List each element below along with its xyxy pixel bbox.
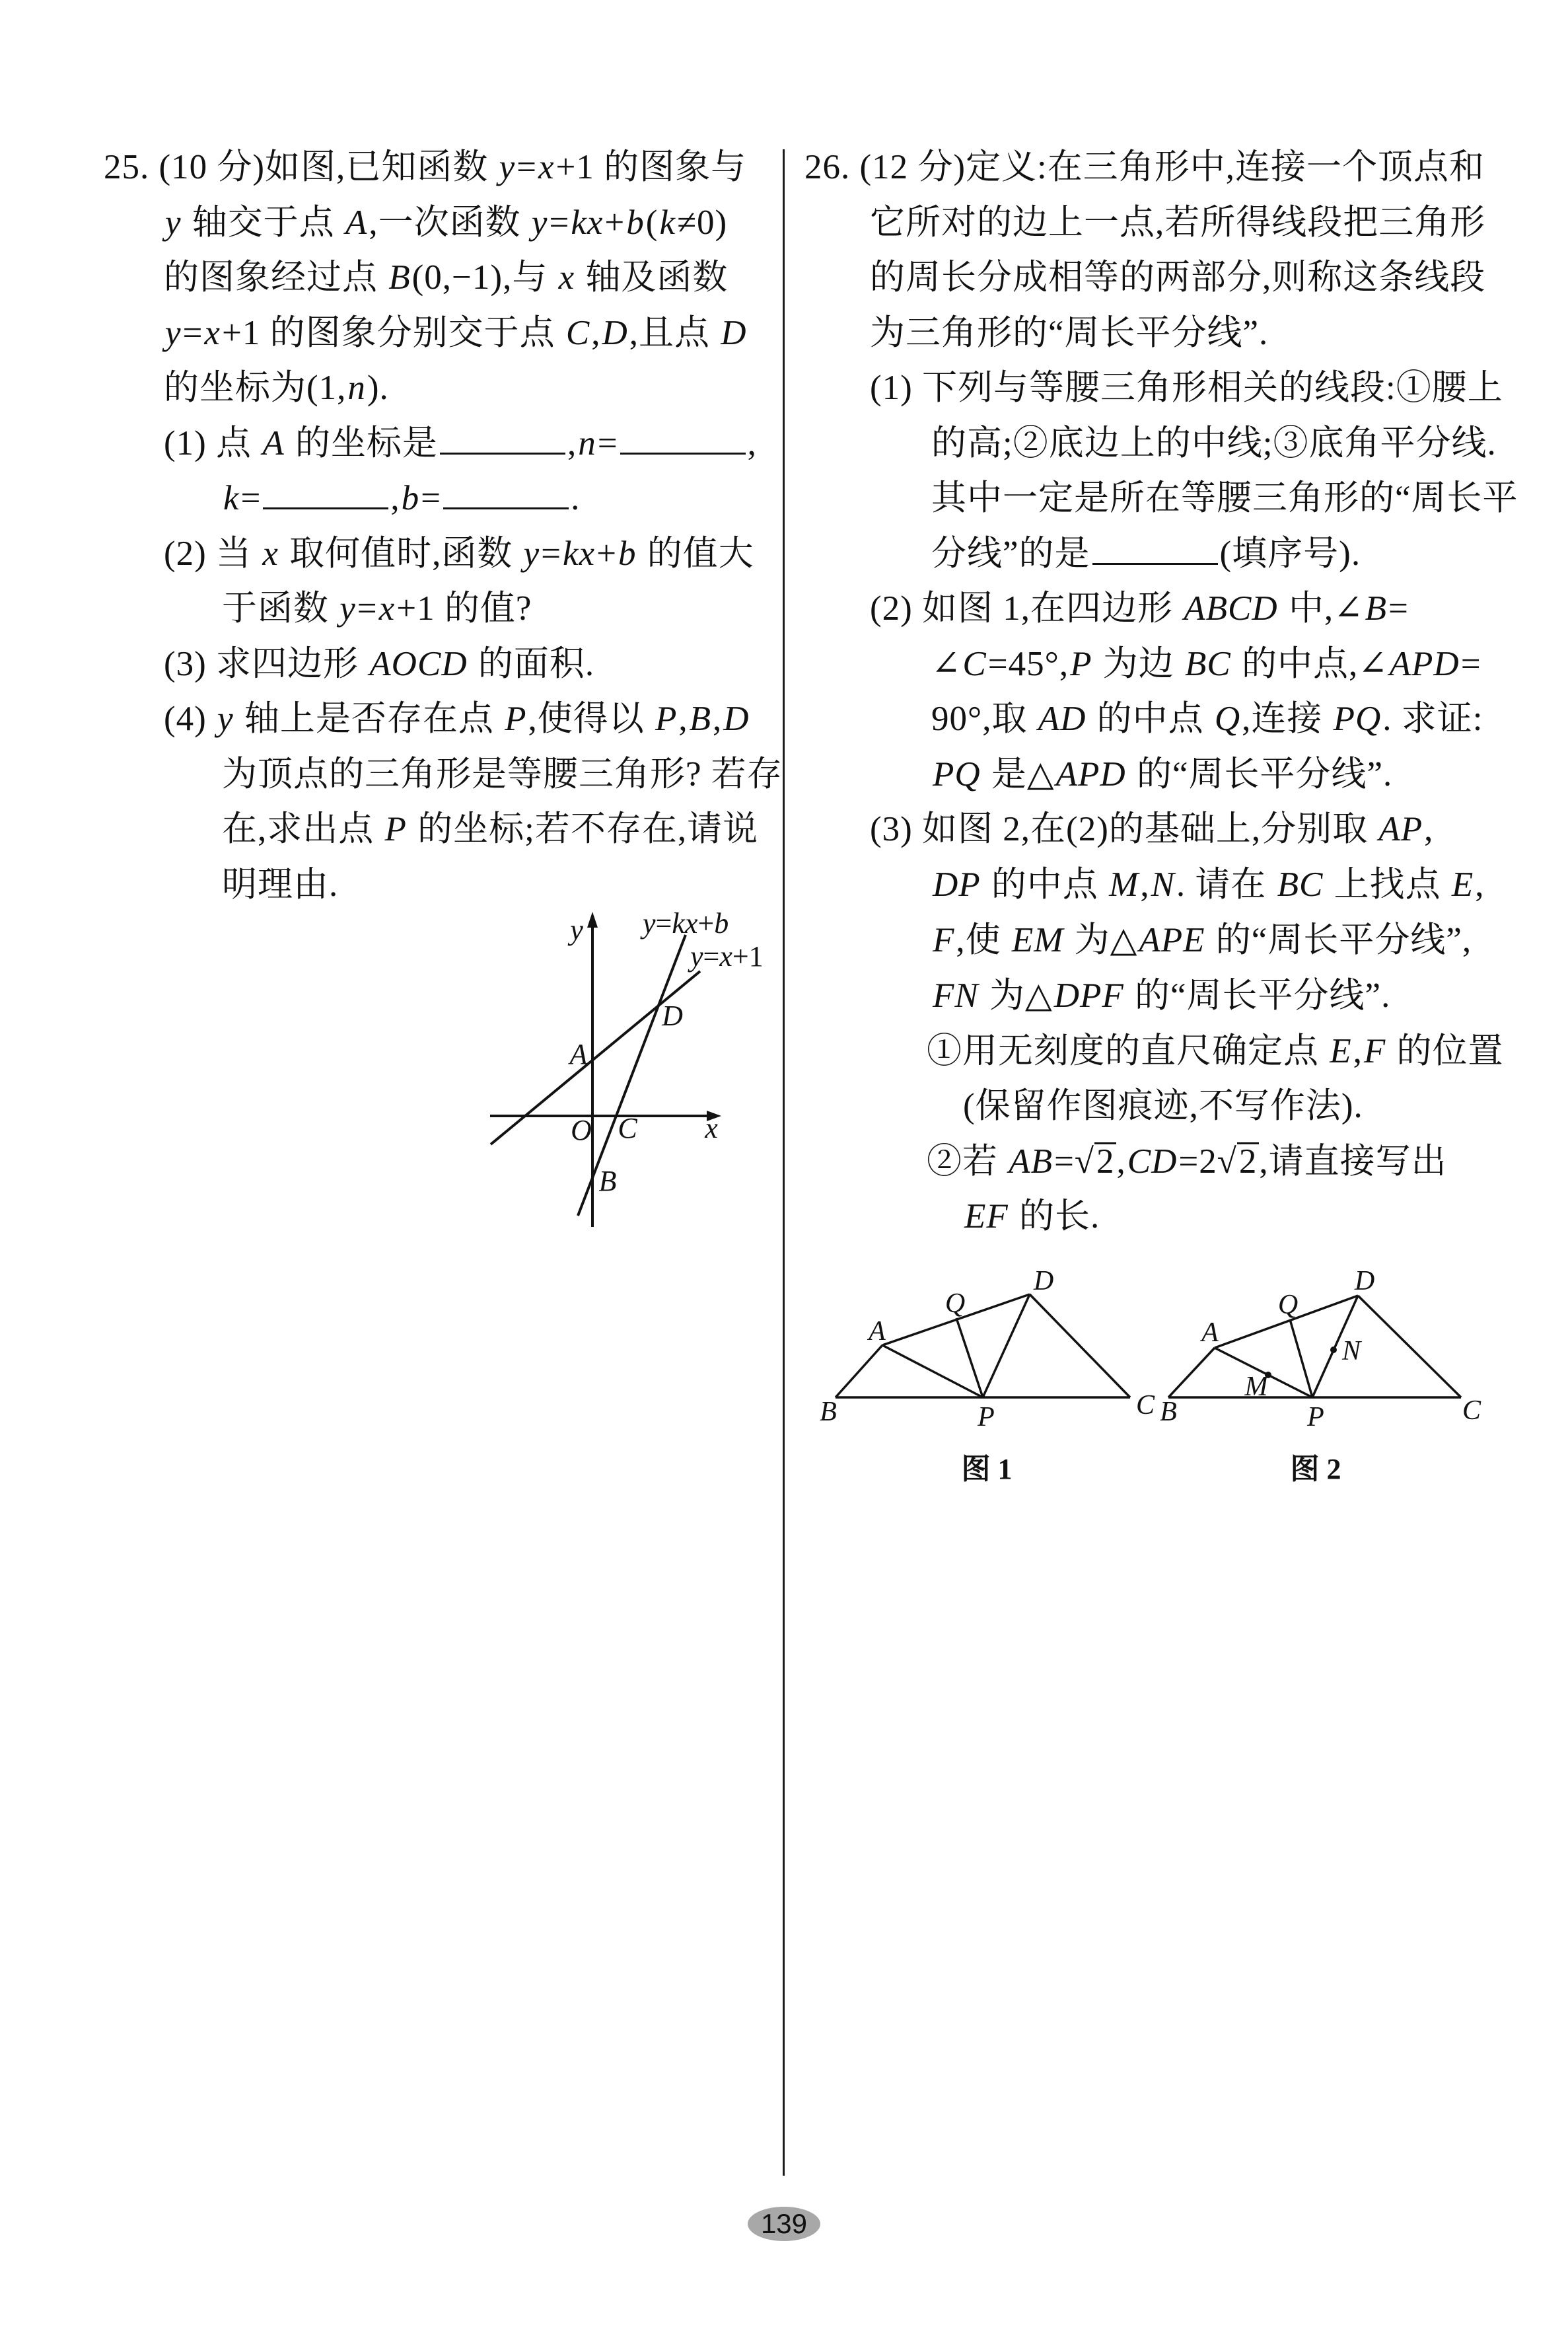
fig1-label-B: B bbox=[820, 1397, 837, 1427]
text-line: (3) 求四边形 AOCD 的面积. bbox=[164, 645, 595, 683]
text-line: 的高;②底边上的中线;③底角平分线. bbox=[931, 424, 1497, 462]
text-line: 于函数 y=x+1 的值? bbox=[222, 589, 532, 628]
axis-label-y: y bbox=[570, 914, 583, 946]
fig2-label-D: D bbox=[1354, 1266, 1375, 1296]
text-line-blank: 分线”的是 (填序号). bbox=[931, 535, 1361, 573]
text-line: (2) 如图 1,在四边形 ABCD 中,∠B= bbox=[870, 589, 1409, 628]
text-line: 它所对的边上一点,若所得线段把三角形 bbox=[870, 203, 1486, 242]
text-line: 在,求出点 P 的坐标;若不存在,请说 bbox=[222, 810, 759, 848]
fig2-label-N: N bbox=[1342, 1336, 1361, 1366]
figure-2 bbox=[1160, 1266, 1481, 1485]
fig1-side-BA bbox=[836, 1345, 882, 1397]
text-line: 的坐标为(1,n). bbox=[164, 369, 389, 407]
text-line: 的图象经过点 B(0,−1),与 x 轴及函数 bbox=[164, 258, 729, 297]
text-line: y=x+1 的图象分别交于点 C,D,且点 D bbox=[165, 314, 747, 352]
text-line: FN 为△DPF 的“周长平分线”. bbox=[933, 977, 1391, 1015]
y-axis-arrow-icon bbox=[587, 912, 598, 928]
text-line: ∠C=45°,P 为边 BC 的中点,∠APD= bbox=[931, 645, 1481, 683]
text-line: (3) 如图 2,在(2)的基础上,分别取 AP, bbox=[870, 810, 1434, 848]
text-line: 其中一定是所在等腰三角形的“周长平 bbox=[931, 479, 1518, 517]
column-divider bbox=[783, 149, 785, 2176]
fig2-point-N-dot bbox=[1330, 1347, 1337, 1353]
text-line: (4) y 轴上是否存在点 P,使得以 P,B,D bbox=[164, 700, 750, 738]
point-label-D: D bbox=[662, 1000, 683, 1032]
figures-26 bbox=[819, 1254, 1546, 1505]
fig2-label-Q: Q bbox=[1277, 1290, 1299, 1320]
text-line: (2) 当 x 取何值时,函数 y=kx+b 的值大 bbox=[164, 535, 754, 573]
fig1-caption: 图 1 bbox=[961, 1453, 1013, 1485]
graph-equation-steep: y=kx+b bbox=[643, 907, 729, 940]
point-label-B: B bbox=[598, 1165, 617, 1197]
text-line: ①用无刻度的直尺确定点 E,F 的位置 bbox=[927, 1032, 1504, 1070]
text-line: 的周长分成相等的两部分,则称这条线段 bbox=[870, 258, 1486, 297]
fig2-side-DC bbox=[1358, 1296, 1461, 1397]
fig1-label-Q: Q bbox=[944, 1288, 966, 1319]
fig2-side-BA bbox=[1168, 1348, 1215, 1397]
fig2-label-P: P bbox=[1307, 1402, 1324, 1432]
text-line: 为顶点的三角形是等腰三角形? 若存 bbox=[222, 755, 783, 793]
figure-1 bbox=[820, 1266, 1155, 1485]
text-line: y 轴交于点 A,一次函数 y=kx+b(k≠0) bbox=[165, 203, 728, 242]
axis-label-x: x bbox=[705, 1112, 718, 1144]
text-line: 为三角形的“周长平分线”. bbox=[870, 314, 1269, 352]
line-y-equals-x-plus-1 bbox=[491, 971, 700, 1144]
text-line: (保留作图痕迹,不写作法). bbox=[963, 1087, 1363, 1125]
fig1-label-A: A bbox=[869, 1316, 886, 1347]
fig2-label-C: C bbox=[1462, 1395, 1481, 1426]
graph-equation-gentle: y=x+1 bbox=[690, 940, 764, 973]
fig2-segment-QP bbox=[1290, 1319, 1312, 1397]
fig2-label-A: A bbox=[1201, 1317, 1219, 1348]
line-y-equals-kx-plus-b bbox=[578, 935, 686, 1216]
text-line: 90°,取 AD 的中点 Q,连接 PQ. 求证: bbox=[931, 700, 1483, 738]
text-line-blank: (1) 点 A 的坐标是 ,n= , bbox=[164, 424, 757, 462]
fig1-label-D: D bbox=[1033, 1266, 1054, 1296]
text-line: 25. (10 分)如图,已知函数 y=x+1 的图象与 bbox=[104, 148, 747, 186]
text-line: 明理由. bbox=[222, 866, 339, 904]
fig1-segment-DP bbox=[983, 1294, 1030, 1397]
text-line: DP 的中点 M,N. 请在 BC 上找点 E, bbox=[933, 866, 1485, 904]
text-line: F,使 EM 为△APE 的“周长平分线”, bbox=[933, 921, 1472, 959]
point-label-A: A bbox=[569, 1038, 588, 1070]
text-line: (1) 下列与等腰三角形相关的线段:①腰上 bbox=[870, 369, 1503, 407]
text-line-blank: k= ,b= . bbox=[223, 479, 581, 517]
fig2-label-M: M bbox=[1244, 1372, 1268, 1402]
page-number-badge bbox=[748, 2207, 820, 2241]
fig1-label-P: P bbox=[978, 1402, 995, 1432]
origin-label: O bbox=[571, 1114, 592, 1146]
fig1-side-DC bbox=[1030, 1294, 1130, 1397]
text-line: ②若 AB=√2,CD=2√2,请直接写出 bbox=[927, 1142, 1447, 1181]
fig2-label-B: B bbox=[1160, 1397, 1177, 1427]
text-line: PQ 是△APD 的“周长平分线”. bbox=[933, 755, 1393, 793]
text-line: 26. (12 分)定义:在三角形中,连接一个顶点和 bbox=[804, 148, 1485, 186]
text-line: EF 的长. bbox=[964, 1197, 1100, 1236]
fig1-label-C: C bbox=[1135, 1390, 1155, 1421]
point-label-C: C bbox=[618, 1112, 637, 1144]
fig2-caption: 图 2 bbox=[1290, 1453, 1341, 1485]
page-number: 139 bbox=[760, 2208, 808, 2239]
